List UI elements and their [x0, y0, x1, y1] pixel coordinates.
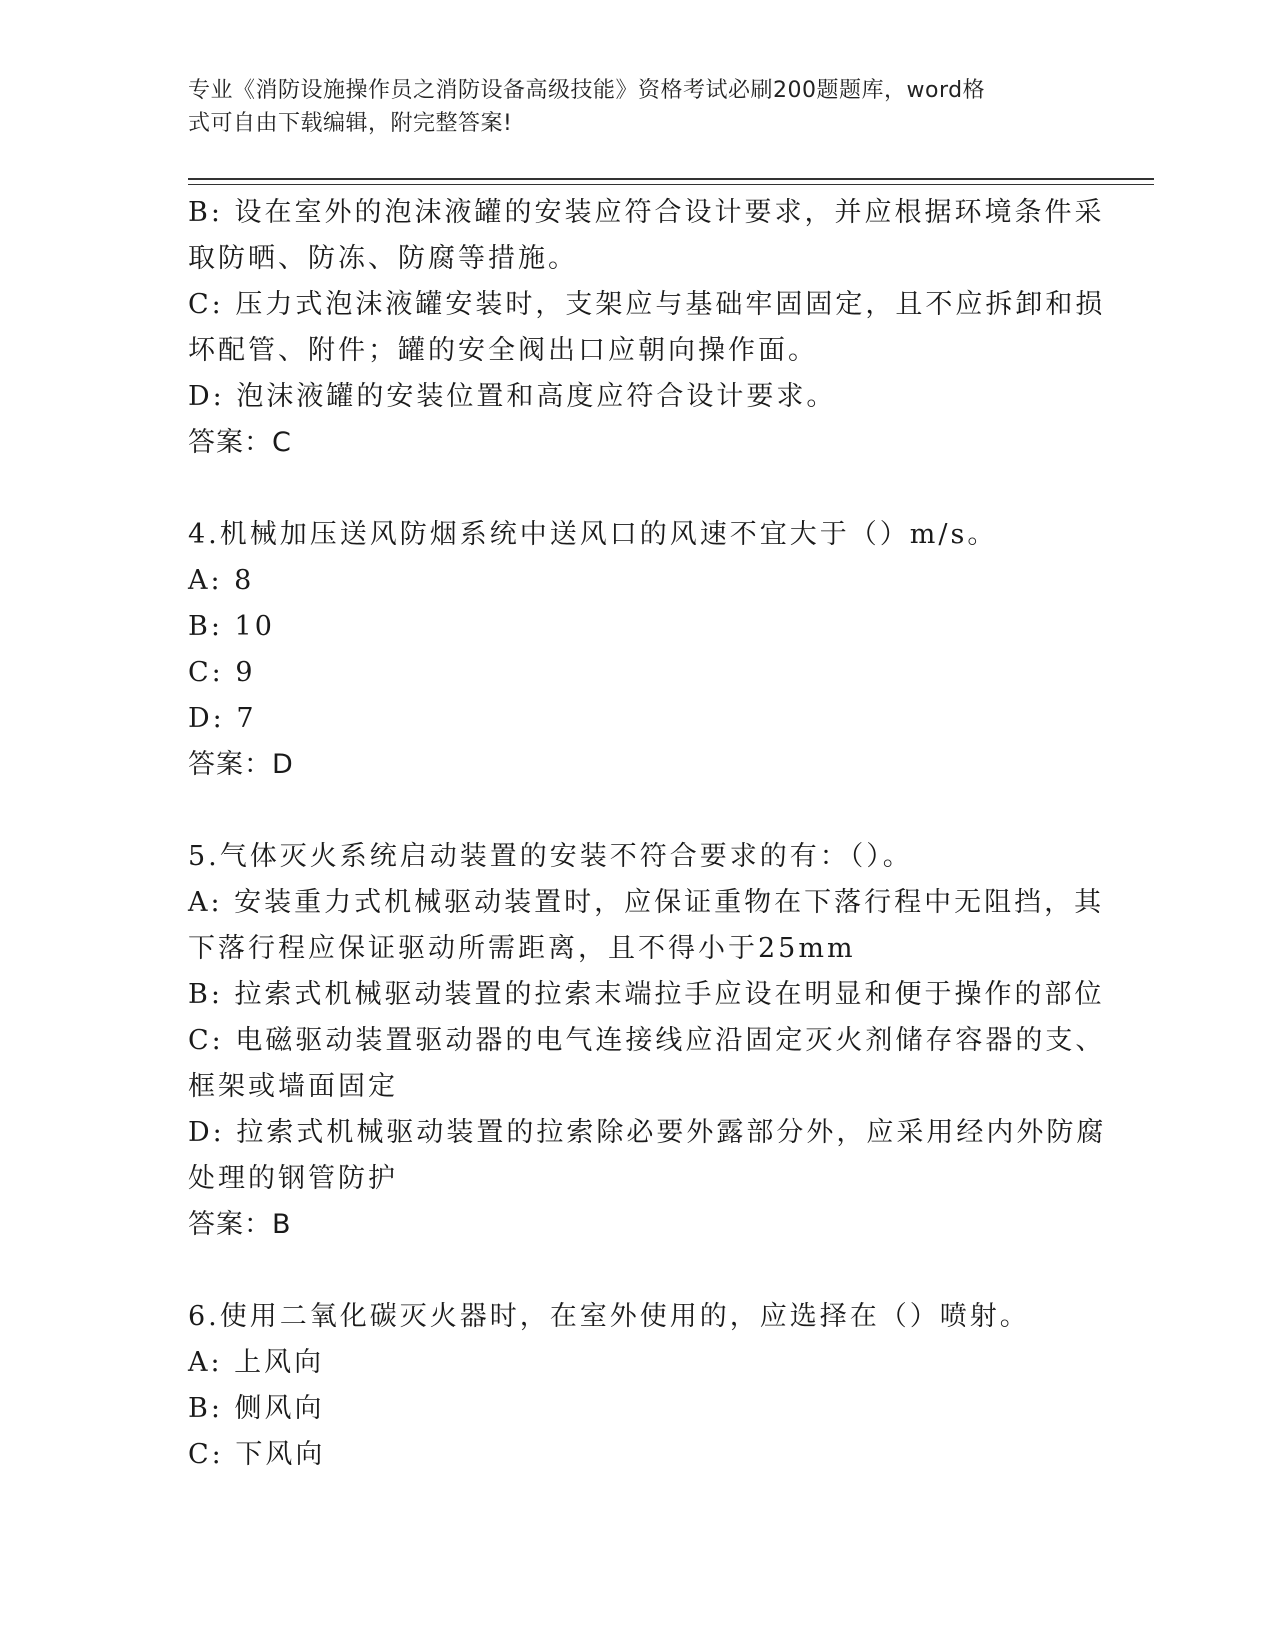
option-text: 处理的钢管防护 [188, 1163, 398, 1194]
option-text: B: 拉索式机械驱动装置的拉索末端拉手应设在明显和便于操作的部位 [188, 979, 1105, 1010]
option-text: 取防晒、防冻、防腐等措施。 [188, 243, 578, 274]
answer-label: 答案：C [188, 427, 292, 458]
option-text: 下落行程应保证驱动所需距离，且不得小于25mm [188, 933, 856, 964]
option-text: D: 7 [188, 703, 257, 734]
question-4 [188, 512, 1088, 788]
option-text: C: 9 [188, 657, 256, 688]
option-text: 坏配管、附件；罐的安全阀出口应朝向操作面。 [188, 335, 818, 366]
spacer [188, 788, 1088, 834]
question-text: 4.机械加压送风防烟系统中送风口的风速不宜大于（）m/s。 [188, 519, 998, 550]
answer-label: 答案：B [188, 1209, 292, 1240]
option-text: C: 压力式泡沫液罐安装时，支架应与基础牢固固定，且不应拆卸和损 [188, 289, 1106, 320]
question-text: 5.气体灭火系统启动装置的安装不符合要求的有：（）。 [188, 841, 913, 872]
option-text: D: 泡沫液罐的安装位置和高度应符合设计要求。 [188, 381, 837, 412]
header-line-1: 专业《消防设施操作员之消防设备高级技能》资格考试必刷200题题库，word格 [188, 78, 986, 103]
spacer [188, 1248, 1088, 1294]
option-text: C: 下风向 [188, 1439, 326, 1470]
header-divider-thin [188, 184, 1154, 185]
option-text: B: 侧风向 [188, 1393, 325, 1424]
question-6 [188, 1294, 1088, 1478]
option-text: B: 10 [188, 611, 275, 642]
option-text: A: 上风向 [188, 1347, 325, 1378]
option-text: C: 电磁驱动装置驱动器的电气连接线应沿固定灭火剂储存容器的支、 [188, 1025, 1106, 1056]
document-header [188, 74, 1068, 140]
spacer [188, 466, 1088, 512]
option-text: A: 安装重力式机械驱动装置时，应保证重物在下落行程中无阻挡，其 [188, 887, 1105, 918]
option-text: 框架或墙面固定 [188, 1071, 398, 1102]
question-text: 6.使用二氧化碳灭火器时，在室外使用的，应选择在（）喷射。 [188, 1301, 1030, 1332]
option-text: A: 8 [188, 565, 255, 596]
option-text: B: 设在室外的泡沫液罐的安装应符合设计要求，并应根据环境条件采 [188, 197, 1105, 228]
question-5 [188, 834, 1107, 1248]
question-3-continued [188, 190, 1106, 466]
header-divider-thick [188, 178, 1154, 180]
document-body [188, 190, 1107, 1478]
option-text: D: 拉索式机械驱动装置的拉索除必要外露部分外，应采用经内外防腐 [188, 1117, 1107, 1148]
header-line-2: 式可自由下载编辑，附完整答案! [188, 111, 513, 136]
answer-label: 答案：D [188, 749, 294, 780]
